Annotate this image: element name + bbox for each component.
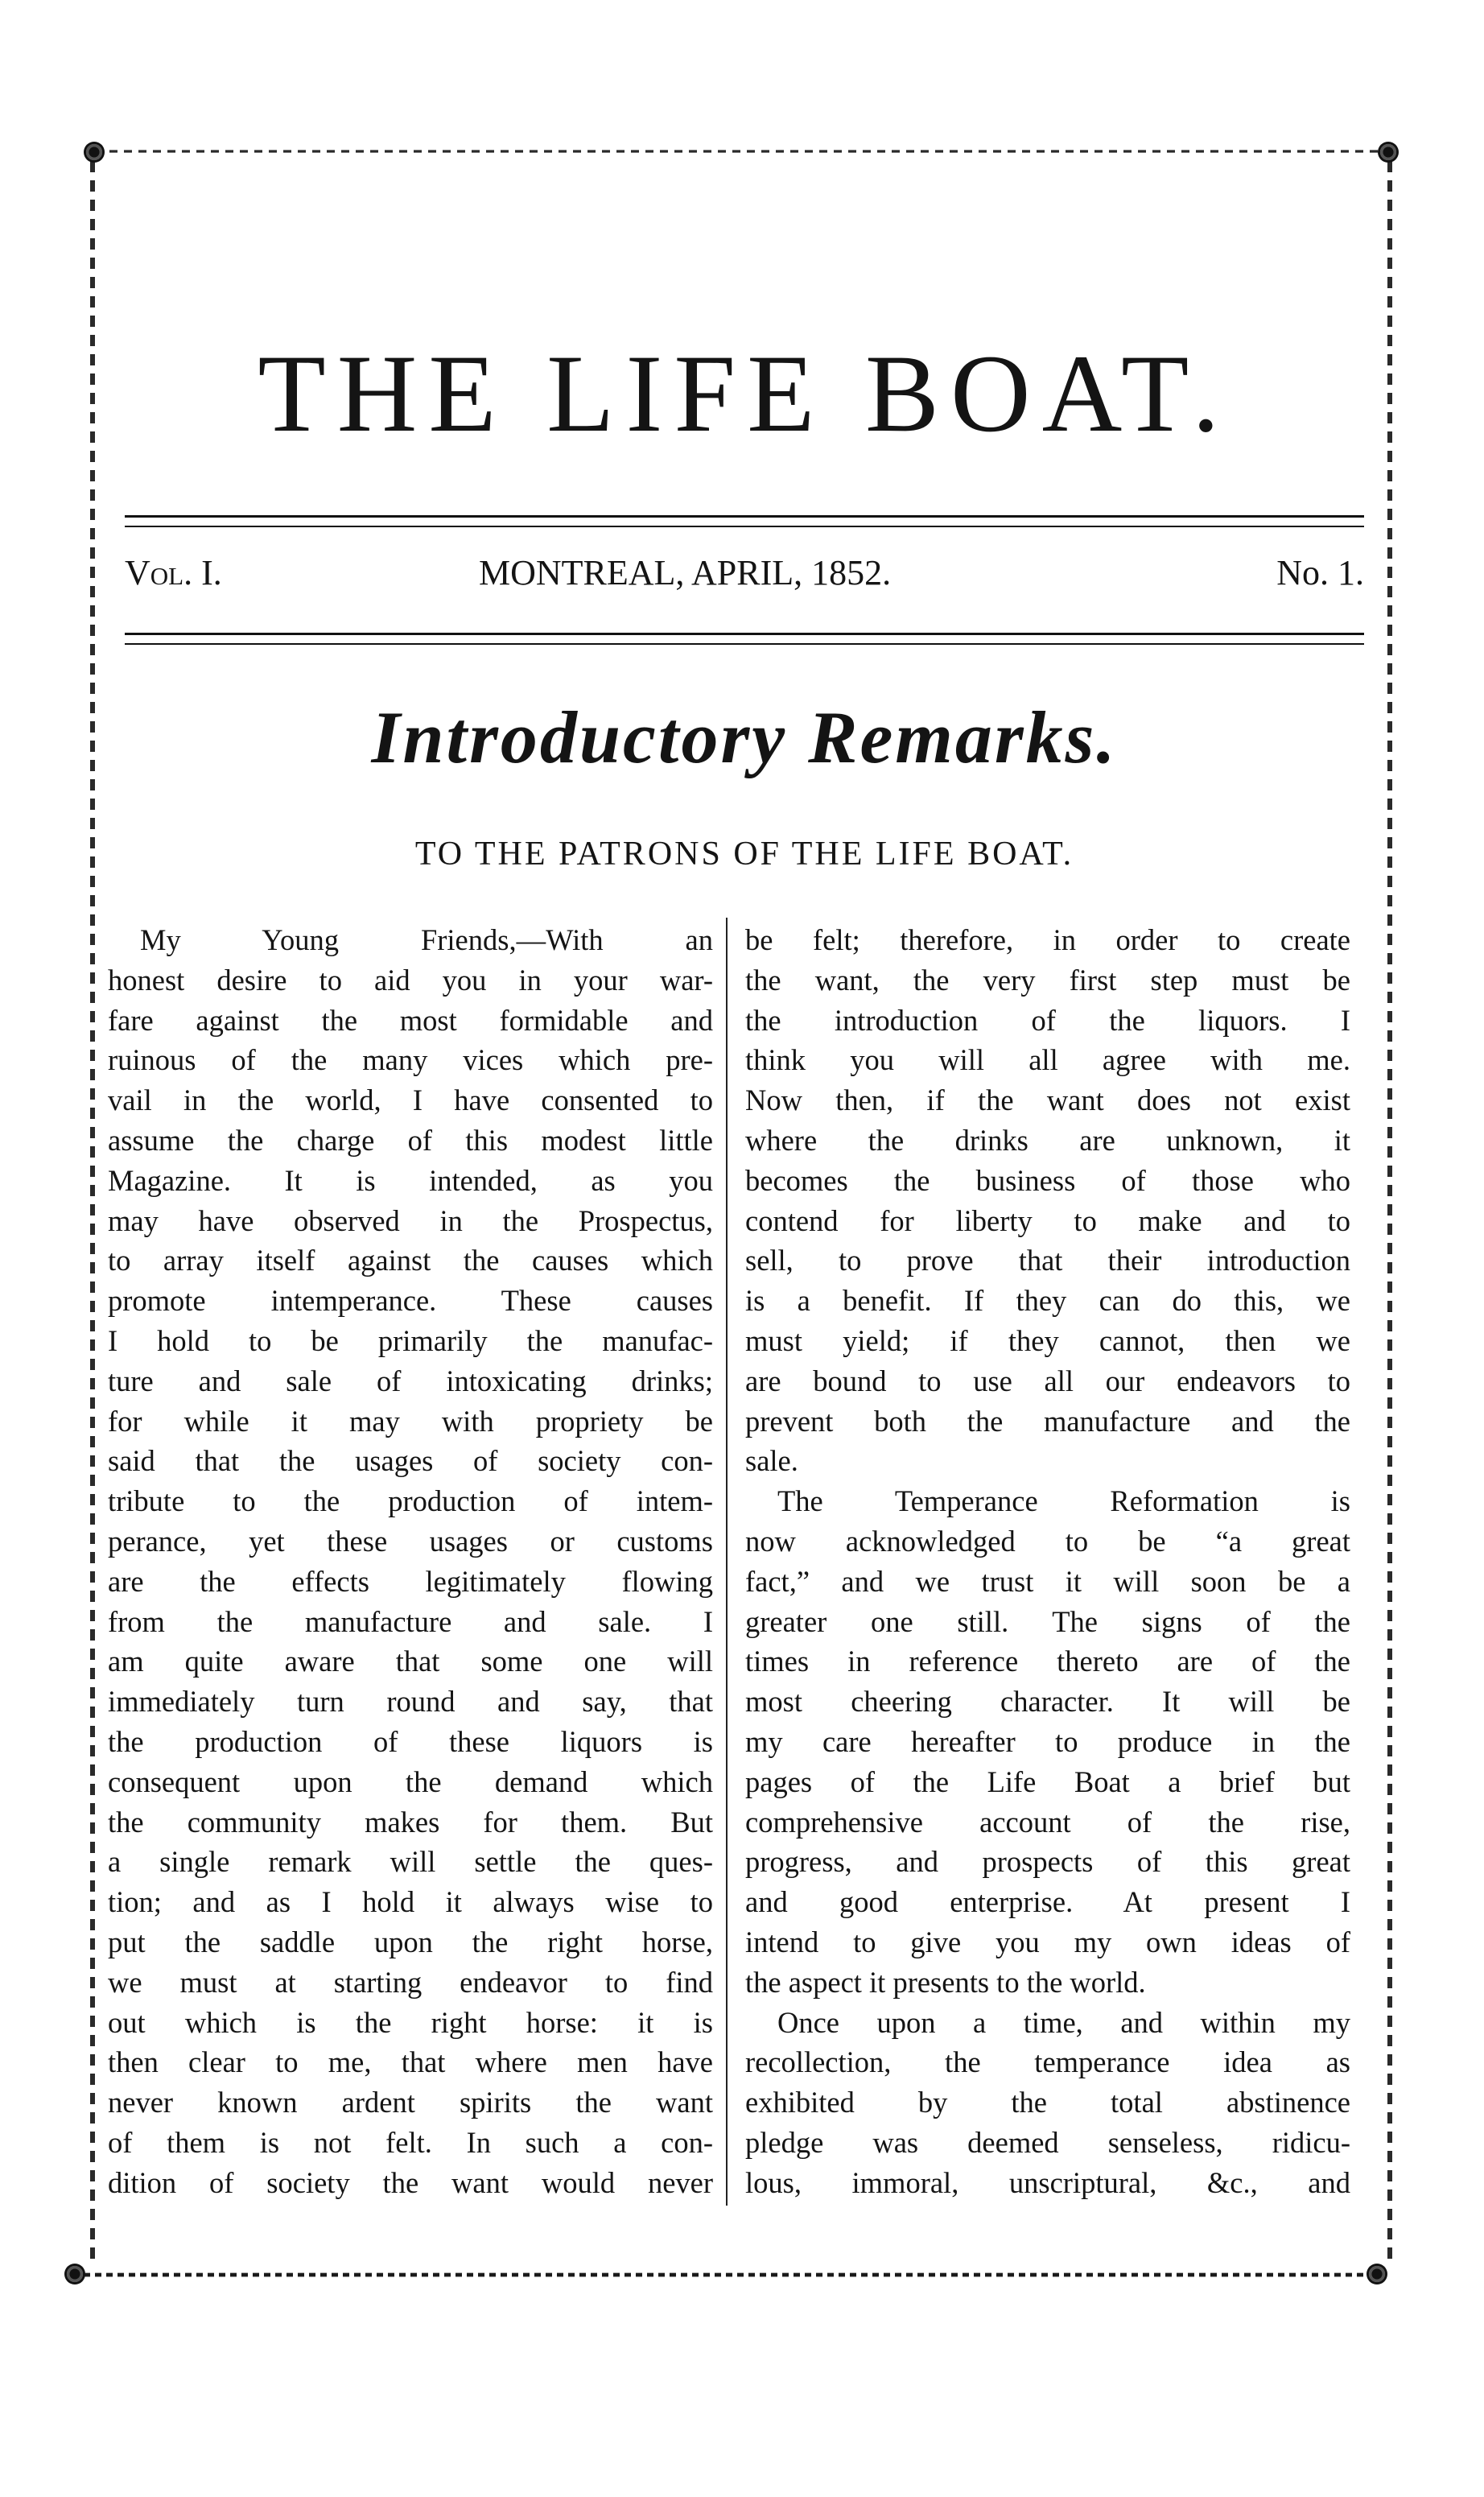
text-line: my care hereafter to produce in the (745, 1724, 1350, 1758)
text-line: out which is the right horse: it is (108, 2005, 713, 2039)
text-line: honest desire to aid you in your war- (108, 963, 713, 997)
page-border-left (90, 161, 95, 2262)
page-border-bottom (72, 2268, 1376, 2281)
issue-place-date: MONTREAL, APRIL, 1852. (479, 553, 892, 592)
text-line: recollection, the temperance idea as (745, 2045, 1350, 2079)
text-line: Now then, if the want does not exist (745, 1083, 1350, 1117)
text-line: the community makes for them. But (108, 1805, 713, 1839)
text-line: then clear to me, that where men have (108, 2045, 713, 2079)
text-line: to array itself against the causes which (108, 1244, 713, 1277)
page-border-right (1387, 161, 1392, 2262)
text-line: ture and sale of intoxicating drinks; (108, 1364, 713, 1397)
text-line: greater one still. The signs of the (745, 1604, 1350, 1638)
text-line: contend for liberty to make and to (745, 1203, 1350, 1237)
text-line: of them is not felt. In such a con- (108, 2125, 713, 2159)
text-line: ruinous of the many vices which pre- (108, 1043, 713, 1077)
text-line: be felt; therefore, in order to create (745, 923, 1350, 956)
text-line: promote intemperance. These causes (108, 1284, 713, 1318)
text-line: and good enterprise. At present I (745, 1885, 1350, 1919)
page-border-top (95, 145, 1392, 158)
article-column-left (108, 920, 713, 2203)
text-line: times in reference thereto are of the (745, 1645, 1350, 1678)
rule-below-issue-line (125, 633, 1364, 645)
rule-above-issue-line (125, 515, 1364, 527)
text-line: put the saddle upon the right horse, (108, 1925, 713, 1958)
text-line: prevent both the manufacture and the (745, 1404, 1350, 1438)
text-line: consequent upon the demand which (108, 1764, 713, 1798)
corner-ornament-bottom-left (64, 2264, 85, 2284)
text-line: exhibited by the total abstinence (745, 2086, 1350, 2119)
text-line: Once upon a time, and within my (777, 2005, 1350, 2039)
text-line: think you will all agree with me. (745, 1043, 1350, 1077)
text-line: the aspect it presents to the world. (745, 1965, 1146, 1999)
text-line: assume the charge of this modest little (108, 1123, 713, 1157)
text-line: may have observed in the Prospectus, (108, 1203, 713, 1237)
article-subheading: TO THE PATRONS OF THE LIFE BOAT. (414, 836, 1074, 873)
text-line: where the drinks are unknown, it (745, 1123, 1350, 1157)
text-line: dition of society the want would never (108, 2165, 713, 2199)
text-line: tion; and as I hold it always wise to (108, 1885, 713, 1919)
text-line: fare against the most formidable and (108, 1003, 713, 1037)
text-line: now acknowledged to be “a great (745, 1524, 1350, 1558)
text-line: comprehensive account of the rise, (745, 1805, 1350, 1839)
text-line: never known ardent spirits the want (108, 2086, 713, 2119)
column-divider (726, 918, 728, 2206)
text-line: The Temperance Reformation is (777, 1484, 1350, 1518)
article-column-right (745, 920, 1350, 2203)
corner-ornament-top-left (84, 142, 105, 163)
text-line: pages of the Life Boat a brief but (745, 1764, 1350, 1798)
text-line: progress, and prospects of this great (745, 1845, 1350, 1879)
text-line: must yield; if they cannot, then we (745, 1323, 1350, 1357)
corner-ornament-bottom-right (1367, 2264, 1387, 2284)
text-line: I hold to be primarily the manufac- (108, 1323, 713, 1357)
text-line: said that the usages of society con- (108, 1444, 713, 1478)
text-line: a single remark will settle the ques- (108, 1845, 713, 1879)
text-line: sale. (745, 1444, 798, 1478)
corner-ornament-top-right (1378, 142, 1399, 163)
text-line: the want, the very first step must be (745, 963, 1350, 997)
text-line: is a benefit. If they can do this, we (745, 1284, 1350, 1318)
text-line: lous, immoral, unscriptural, &c., and (745, 2165, 1350, 2199)
issue-number: No. 1. (1276, 553, 1364, 592)
text-line: perance, yet these usages or customs (108, 1524, 713, 1558)
text-line: pledge was deemed senseless, ridicu- (745, 2125, 1350, 2159)
text-line: sell, to prove that their introduction (745, 1244, 1350, 1277)
text-line: we must at starting endeavor to find (108, 1965, 713, 1999)
text-line: most cheering character. It will be (745, 1685, 1350, 1719)
text-line: immediately turn round and say, that (108, 1685, 713, 1719)
text-line: from the manufacture and sale. I (108, 1604, 713, 1638)
text-line: the introduction of the liquors. I (745, 1003, 1350, 1037)
article-heading: Introductory Remarks. (371, 696, 1118, 778)
text-line: Magazine. It is intended, as you (108, 1163, 713, 1197)
text-line: fact,” and we trust it will soon be a (745, 1564, 1350, 1598)
text-line: vail in the world, I have consented to (108, 1083, 713, 1117)
text-line: becomes the business of those who (745, 1163, 1350, 1197)
text-line: are the effects legitimately flowing (108, 1564, 713, 1598)
issue-volume: Vol. I. (125, 553, 222, 592)
text-line: for while it may with propriety be (108, 1404, 713, 1438)
text-line: am quite aware that some one will (108, 1645, 713, 1678)
text-line: intend to give you my own ideas of (745, 1925, 1350, 1958)
text-line: the production of these liquors is (108, 1724, 713, 1758)
text-line: are bound to use all our endeavors to (745, 1364, 1350, 1397)
text-line: My Young Friends,—With an (140, 923, 713, 956)
masthead-title: THE LIFE BOAT. (258, 332, 1231, 455)
text-line: tribute to the production of intem- (108, 1484, 713, 1518)
